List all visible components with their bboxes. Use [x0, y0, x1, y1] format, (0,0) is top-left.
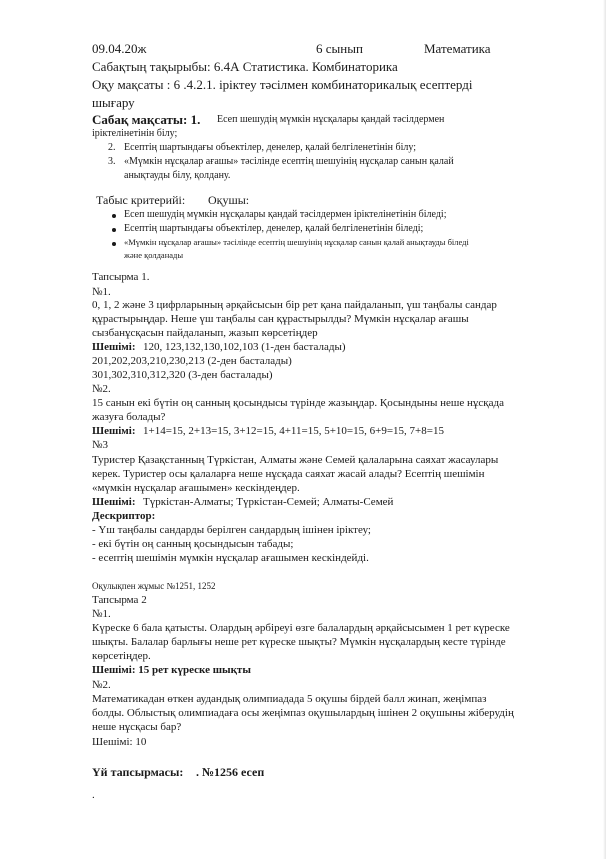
bullet-icon: [112, 242, 116, 246]
task1-p3-solution: Түркістан-Алматы; Түркістан-Семей; Алматы-Семей: [143, 496, 394, 508]
homework-label: Үй тапсырмасы:: [92, 765, 184, 779]
task1-p3-line2: керек. Туристер осы қалаларға неше нұсқада саяхат жасай алады? Есептің шешімін: [92, 468, 485, 480]
task2-p1-solution: Шешімі: 15 рет күреске шықты: [92, 664, 251, 676]
criteria-heading: Табыс критерийі:: [96, 193, 186, 207]
subject: Математика: [424, 41, 491, 56]
descriptor-item1: - Үш таңбалы сандарды берілген сандардың ішінен іріктеу;: [92, 524, 371, 536]
task1-p1-line3: сызбанұсқасын пайдаланып, жазып көрсетіңдер: [92, 327, 318, 339]
textbook-work: Оқулықпен жұмыс №1251, 1252: [92, 581, 216, 591]
descriptor-heading: Дескриптор:: [92, 510, 156, 522]
goals-item1-line1: Есеп шешудің мүмкін нұсқалары қандай тәсілдермен: [217, 114, 445, 125]
task1-p2-solution: 1+14=15, 2+13=15, 3+12=15, 4+11=15, 5+10=15, 6+9=15, 7+8=15: [143, 425, 444, 437]
task1-p1-solution3: 301,302,310,312,320 (3-ден басталады): [92, 369, 273, 381]
task1-p1-num: №1.: [92, 286, 111, 298]
lesson-objective-line1: Оқу мақсаты : 6 .4.2.1. іріктеу тәсілмен комбинаторикалық есептерді: [92, 77, 473, 92]
task1-p3-solution-label: Шешімі:: [92, 496, 136, 508]
task1-p3-num: №3: [92, 439, 108, 451]
lesson-objective-line2: шығару: [92, 95, 135, 110]
task1-p1-solution1: 120, 123,132,130,102,103 (1-ден басталады): [143, 341, 346, 353]
task1-p2-num: №2.: [92, 383, 111, 395]
task1-p1-line2: құрастырыңдар. Неше үш таңбалы сан құрастырылды? Мүмкін нұсқалар ағашы: [92, 313, 469, 325]
criteria-item3-line1: «Мүмкін нұсқалар ағашы» тәсілінде есептің шешуінің нұсқалар санын қалай анықтауды біледі: [124, 237, 469, 247]
homework-value: . №1256 есеп: [196, 765, 265, 779]
task2-p2-solution: Шешімі: 10: [92, 736, 147, 748]
task2-p2-num: №2.: [92, 679, 111, 691]
task2-p1-line2: шықты. Балалар барлығы неше рет күреске шықты? Мүмкін нұсқалардың кесте түрінде: [92, 636, 506, 648]
bullet-icon: [112, 228, 116, 232]
task2-p2-line1: Математикадан өткен аудандық олимпиадада 5 оқушы бірдей балл жинап, жеңімпаз: [92, 693, 487, 705]
task1-p3-line1: Туристер Қазақстанның Түркістан, Алматы және Семей қалаларына саяхат жасаулары: [92, 454, 499, 466]
task1-p3-line3: «мүмкін нұсқалар ағашымен» кескіндеңдер.: [92, 482, 300, 494]
goals-item3-line2: анықтауды білу, қолдану.: [124, 170, 231, 181]
task1-p2-line1: 15 санын екі бүтін оң санның қосындысы түрінде жазыңдар. Қосындыны неше нұсқада: [92, 397, 505, 409]
descriptor-item2: - екі бүтін оң санның қосындысын табады;: [92, 538, 294, 550]
task2-p2-line3: неше нұсқасы бар?: [92, 721, 182, 733]
task1-p2-solution-label: Шешімі:: [92, 425, 136, 437]
task1-p1-solution2: 201,202,203,210,230,213 (2-ден басталады): [92, 355, 292, 367]
goals-item2: Есептің шартындағы объектілер, денелер, қалай белгіленетінін білу;: [124, 142, 417, 153]
goals-item1-line2: іріктелінетінін білу;: [92, 128, 178, 139]
task2-p1-line1: Күреске 6 бала қатысты. Олардың әрбіреуі өзге балалардың әрқайсысымен 1 рет күреске: [92, 622, 510, 634]
goals-item3-num: 3.: [108, 156, 116, 167]
criteria-item3-line2: және қолданады: [124, 250, 184, 260]
task2-p2-line2: болды. Облыстық олимпиадаға осы жеңімпаз оқушылардың ішінен 2 оқушыны жіберудің: [92, 707, 514, 719]
criteria-heading-extra: Оқушы:: [208, 193, 250, 207]
task1-p1-solution-label: Шешімі:: [92, 341, 136, 353]
task1-title: Тапсырма 1.: [92, 271, 150, 283]
task2-title: Тапсырма 2: [92, 594, 147, 606]
bullet-icon: [112, 214, 116, 218]
criteria-item2: Есептің шартындағы объектілер, денелер, қалай белгіленетінін біледі;: [124, 223, 424, 234]
task2-p1-line3: көрсетіңдер.: [92, 650, 151, 662]
grade: 6 сынып: [316, 41, 363, 56]
descriptor-item3: - есептің шешімін мүмкін нұсқалар ағашымен кескіндейді.: [92, 552, 369, 564]
task2-p1-num: №1.: [92, 608, 111, 620]
lesson-topic: Сабақтың тақырыбы: 6.4А Статистика. Комбинаторика: [92, 59, 398, 74]
goals-item3-line1: «Мүмкін нұсқалар ағашы» тәсілінде есептің шешуінің нұсқалар санын қалай: [124, 156, 454, 167]
goals-item2-num: 2.: [108, 142, 116, 153]
goals-heading: Сабақ мақсаты: 1.: [92, 112, 201, 127]
task1-p1-line1: 0, 1, 2 және 3 цифрларының әрқайсысын бір рет қана пайдаланып, үш таңбалы сандар: [92, 299, 497, 311]
task1-p2-line2: жазуға болады?: [92, 411, 166, 423]
criteria-item1: Есеп шешудің мүмкін нұсқалары қандай тәсілдермен іріктелінетінін біледі;: [124, 209, 447, 220]
footer-mark: .: [92, 789, 95, 801]
date: 09.04.20ж: [92, 41, 147, 56]
